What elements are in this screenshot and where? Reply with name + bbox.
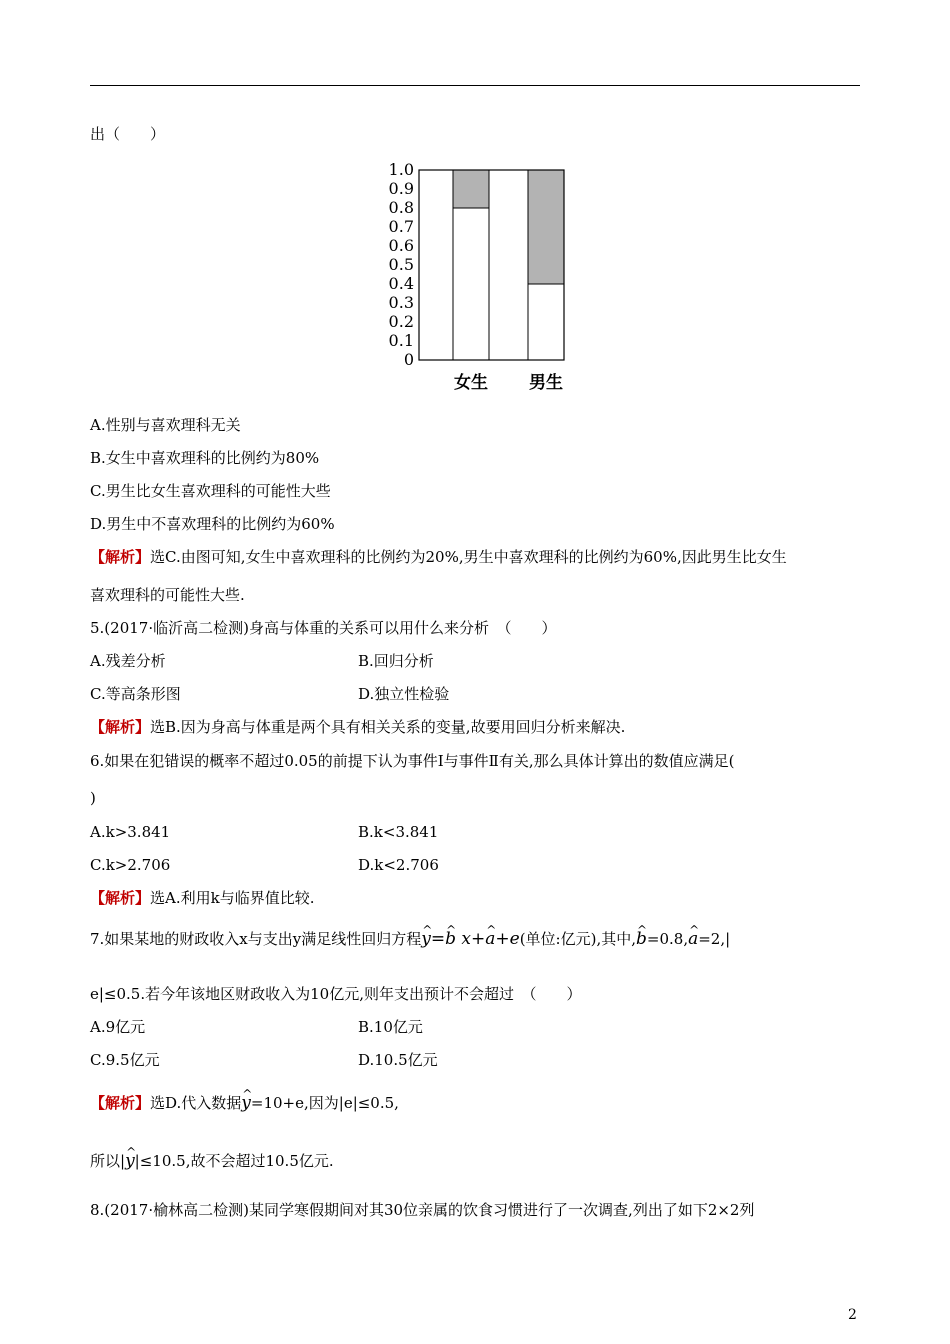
bar-segment xyxy=(453,170,489,208)
y-tick-label: 0.4 xyxy=(388,274,414,293)
y-tick-label: 0.2 xyxy=(388,312,414,331)
analysis-tag: 【解析】 xyxy=(90,718,151,736)
analysis-tag: 【解析】 xyxy=(90,1094,151,1112)
x-category-labels xyxy=(454,372,563,393)
answer-q6 xyxy=(90,888,314,908)
bar-segment xyxy=(453,208,489,360)
question-7-line1: 7.如果某地的财政收入x与支出y满足线性回归方程^ y=^ b x+^ a+e(单位:亿元),其中,^ b=0.8,^ a=2,| xyxy=(90,929,730,949)
bar-segment xyxy=(528,170,564,284)
answer-text: 选A.利用k与临界值比较. xyxy=(150,889,315,907)
q5-option-d: D.独立性检验 xyxy=(358,685,450,703)
answer-q5 xyxy=(90,717,625,737)
answer-q4-line1 xyxy=(90,547,787,567)
q7-stem-text: 7.如果某地的财政收入x与支出y满足线性回归方程 xyxy=(90,930,422,948)
answer-q4-line2: 喜欢理科的可能性大些. xyxy=(90,586,245,604)
q5-option-a: A.残差分析 xyxy=(90,652,166,670)
bar-segment xyxy=(528,284,564,360)
header-rule xyxy=(90,85,860,86)
q5-option-b: B.回归分析 xyxy=(358,652,434,670)
y-tick-labels xyxy=(389,162,414,369)
analysis-tag: 【解析】 xyxy=(90,889,151,907)
q5-option-c: C.等高条形图 xyxy=(90,685,181,703)
question-fragment: 出（ ） xyxy=(90,125,166,143)
q6-option-d: D.k<2.706 xyxy=(358,856,439,874)
question-6-line1: 6.如果在犯错误的概率不超过0.05的前提下认为事件Ⅰ与事件Ⅱ有关,那么具体计算出的数值应满足( xyxy=(90,752,735,770)
option-a: A.性别与喜欢理科无关 xyxy=(90,416,241,434)
answer-q7-line2: 所以|^ y|≤10.5,故不会超过10.5亿元. xyxy=(90,1151,334,1171)
page-number: 2 xyxy=(848,1307,857,1323)
option-d: D.男生中不喜欢理科的比例约为60% xyxy=(90,515,335,533)
x-category-label: 男生 xyxy=(529,373,563,393)
analysis-tag: 【解析】 xyxy=(90,548,151,566)
q7-stem-text: (单位:亿元),其中, xyxy=(519,930,636,948)
regression-equation: ^ y=^ b x+^ a+e xyxy=(421,929,519,949)
question-7-line2: e|≤0.5.若今年该地区财政收入为10亿元,则年支出预计不会超过 （ ） xyxy=(90,985,582,1003)
question-8: 8.(2017·榆林高二检测)某同学寒假期间对其30位亲属的饮食习惯进行了一次调查,列出了如下2×2列 xyxy=(90,1201,755,1219)
answer-text: 选B.因为身高与体重是两个具有相关关系的变量,故要用回归分析来解决. xyxy=(150,718,626,736)
y-tick-label: 0.1 xyxy=(388,331,414,350)
x-category-label: 女生 xyxy=(454,373,488,393)
bars xyxy=(453,170,564,360)
stacked-bar-chart xyxy=(382,162,582,394)
option-b: B.女生中喜欢理科的比例约为80% xyxy=(90,449,320,467)
y-tick-label: 0 xyxy=(403,350,414,369)
answer-text: 选C.由图可知,女生中喜欢理科的比例约为20%,男生中喜欢理科的比例约为60%,因此男生比女生 xyxy=(150,548,787,566)
q6-option-b: B.k<3.841 xyxy=(358,823,439,841)
y-tick-label: 0.5 xyxy=(388,255,414,274)
option-c: C.男生比女生喜欢理科的可能性大些 xyxy=(90,482,331,500)
y-tick-label: 0.7 xyxy=(388,217,414,236)
q7-option-b: B.10亿元 xyxy=(358,1018,423,1036)
y-tick-label: 0.6 xyxy=(388,236,414,255)
q7-option-d: D.10.5亿元 xyxy=(358,1051,438,1069)
q7-option-a: A.9亿元 xyxy=(90,1018,146,1036)
q6-option-a: A.k>3.841 xyxy=(90,823,171,841)
q6-option-c: C.k>2.706 xyxy=(90,856,171,874)
question-5: 5.(2017·临沂高二检测)身高与体重的关系可以用什么来分析 （ ） xyxy=(90,619,557,637)
y-tick-label: 1.0 xyxy=(388,162,414,179)
answer-q7-line1: 【解析】选D.代入数据^ y=10+e,因为|e|≤0.5, xyxy=(90,1093,399,1113)
question-6-line2: ) xyxy=(90,789,96,807)
y-tick-label: 0.3 xyxy=(388,293,414,312)
y-tick-label: 0.8 xyxy=(388,198,414,217)
q7-option-c: C.9.5亿元 xyxy=(90,1051,160,1069)
y-tick-label: 0.9 xyxy=(388,179,414,198)
